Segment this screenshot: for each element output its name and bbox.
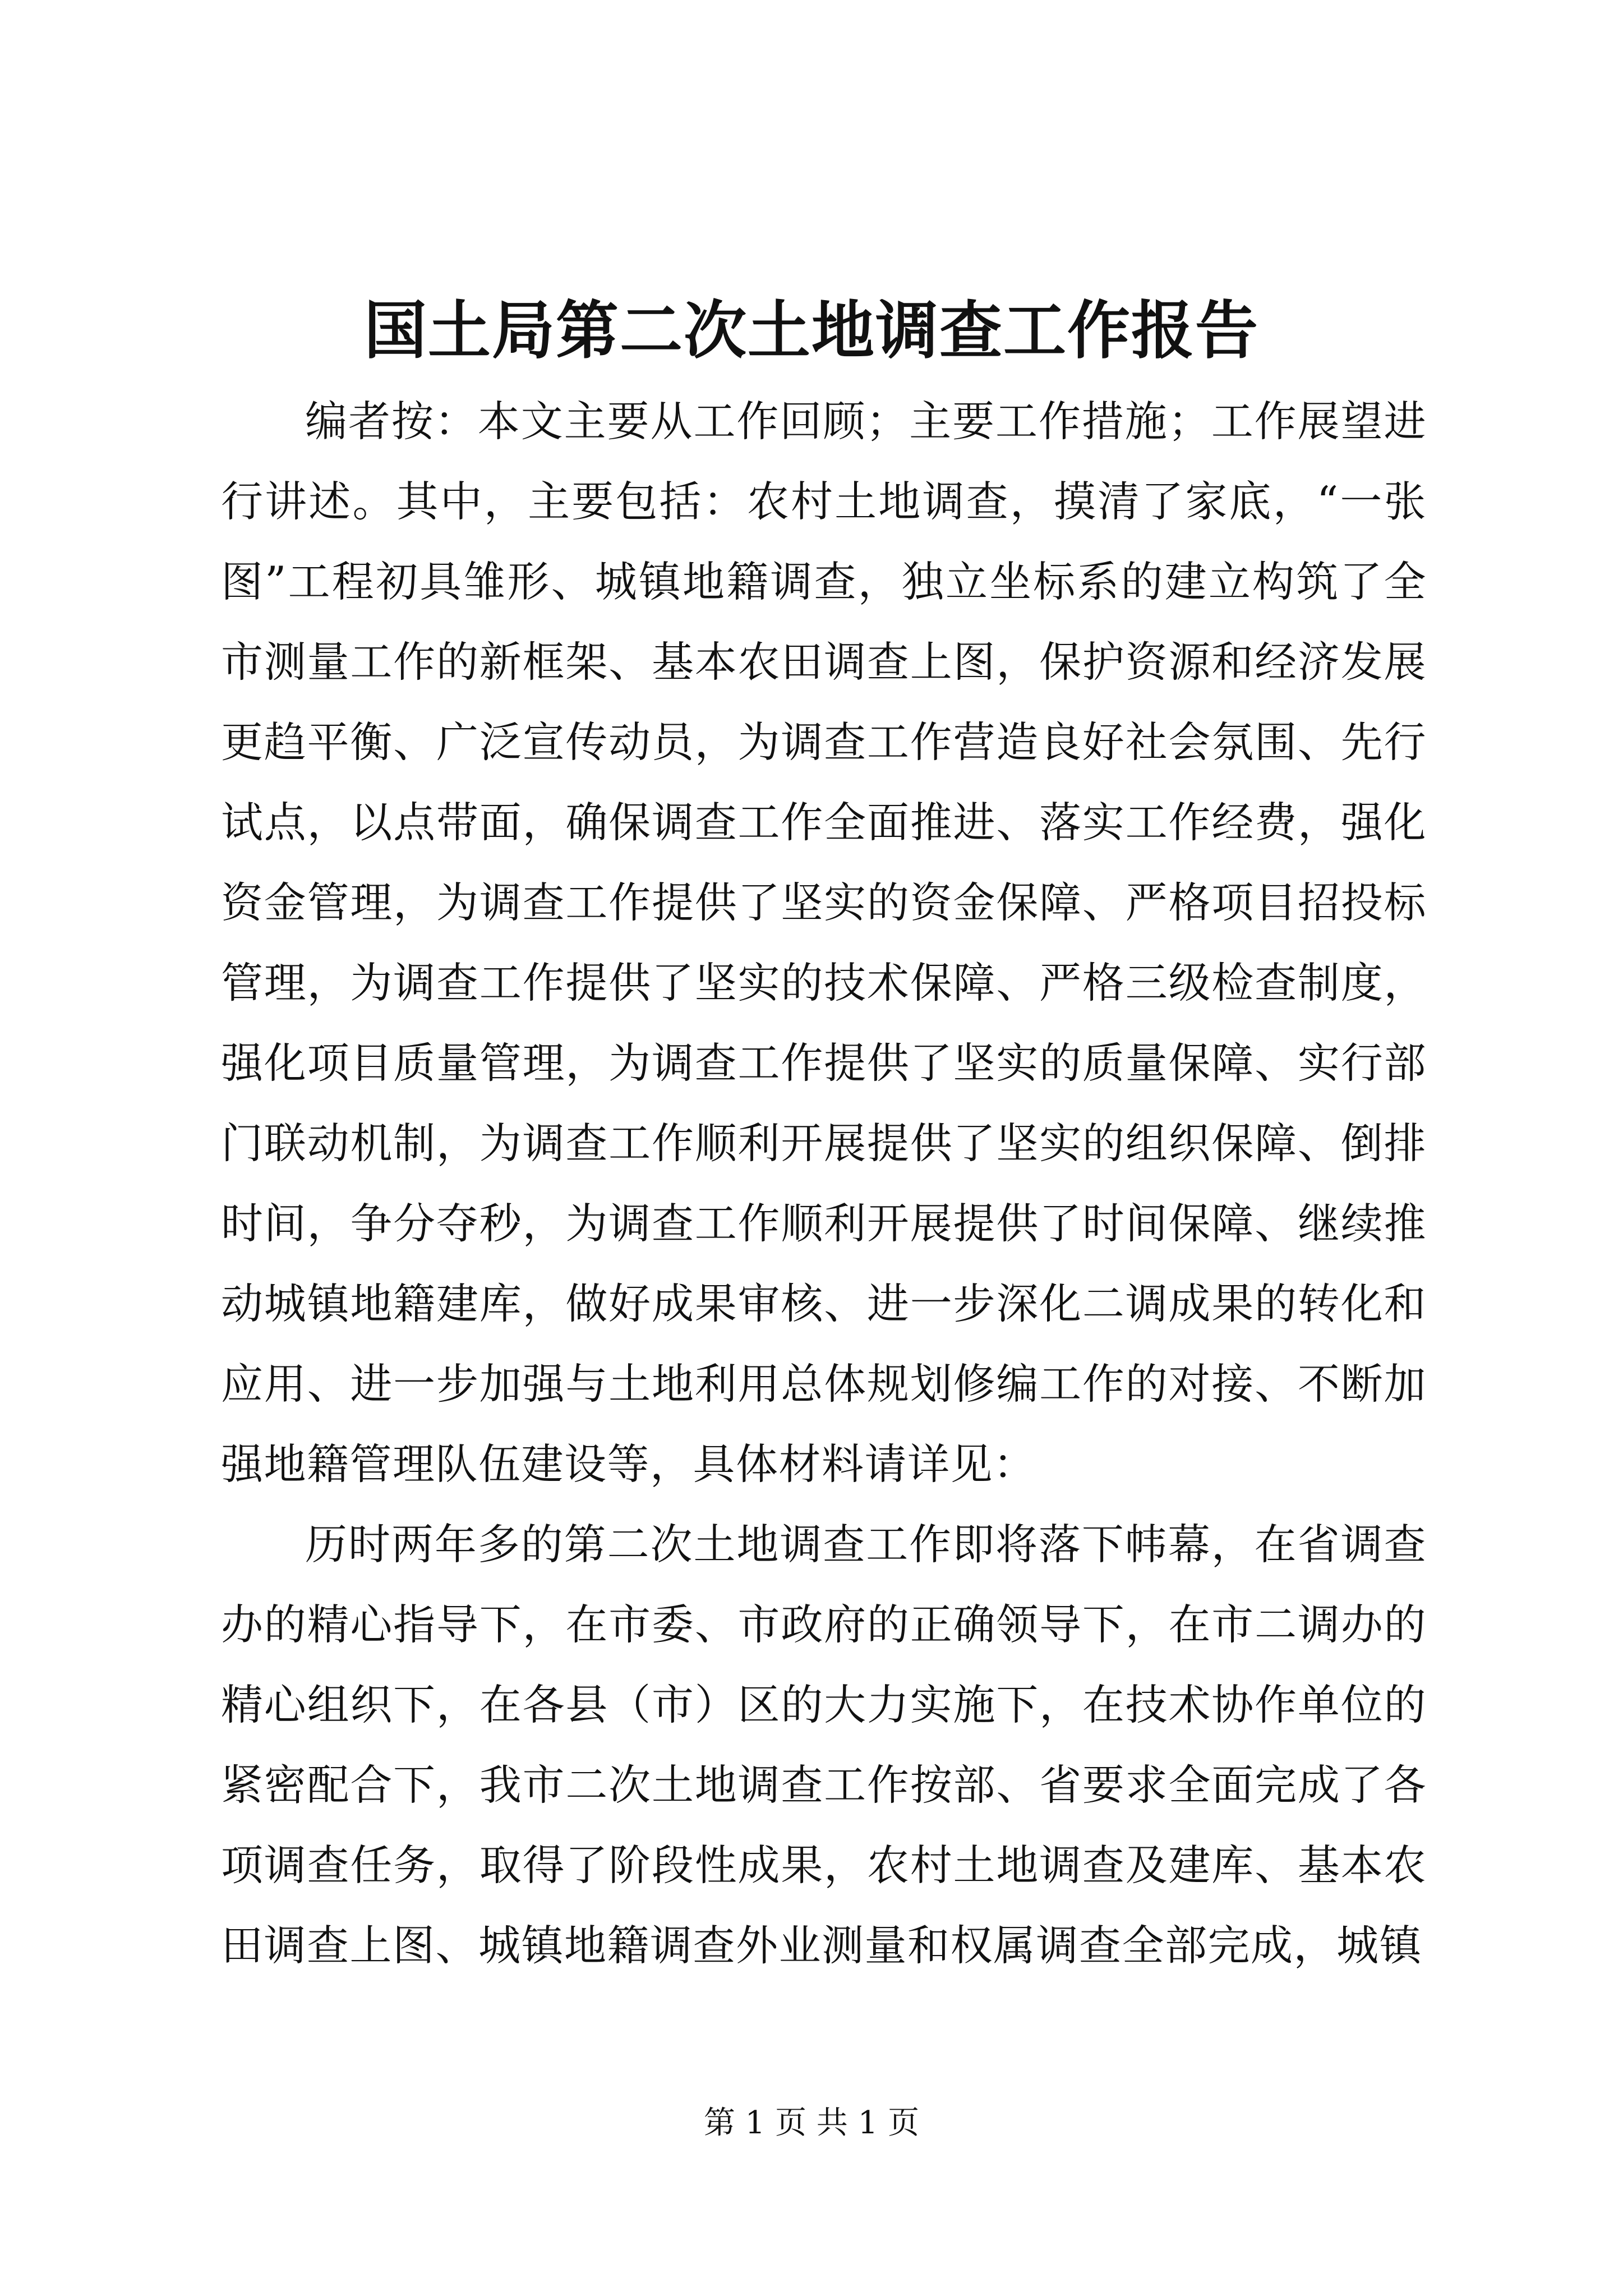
document-title: 国土局第二次土地调查工作报告: [364, 294, 1259, 367]
paragraph-editor-note: 编者按：本文主要从工作回顾；主要工作措施；工作展望进行讲述。其中，主要包括：农村土地调查，摸清了家底，“一张图”工程初具雏形、城镇地籍调查，独立坐标系的建立构筑了全市测量工作的新框架、基本农田调查上图，保护资源和经济发展更趋平衡、广泛宣传动员，为调查工作营造良好社会氛围、先行试点，以点带面，确保调查工作全面推进、落实工作经费，强化资金管理，为调查工作提供了坚实的资金保障、严格项目招投标管理，为调查工作提供了坚实的技术保障、严格三级检查制度，强化项目质量管理，为调查工作提供了坚实的质量保障、实行部门联动机制，为调查工作顺利开展提供了坚实的组织保障、倒排时间，争分夺秒，为调查工作顺利开展提供了时间保障、继续推动城镇地籍建库，做好成果审核、进一步深化二调成果的转化和应用、进一步加强与土地利用总体规划修编工作的对接、不断加强地籍管理队伍建设等，具体材料请详见：: [221, 397, 1427, 1489]
paragraph-main-text: 历时两年多的第二次土地调查工作即将落下帏幕，在省调查办的精心指导下，在市委、市政府的正确领导下，在市二调办的精心组织下，在各县（市）区的大力实施下，在技术协作单位的紧密配合下，我市二次土地调查工作按部、省要求全面完成了各项调查任务，取得了阶段性成果，农村土地调查及建库、基本农田调查上图、城镇地籍调查外业测量和权属调查全部完成，城镇: [221, 1520, 1427, 1970]
document-body: [221, 381, 1427, 1986]
page-footer: 第 1 页 共 1 页: [703, 2105, 920, 2141]
